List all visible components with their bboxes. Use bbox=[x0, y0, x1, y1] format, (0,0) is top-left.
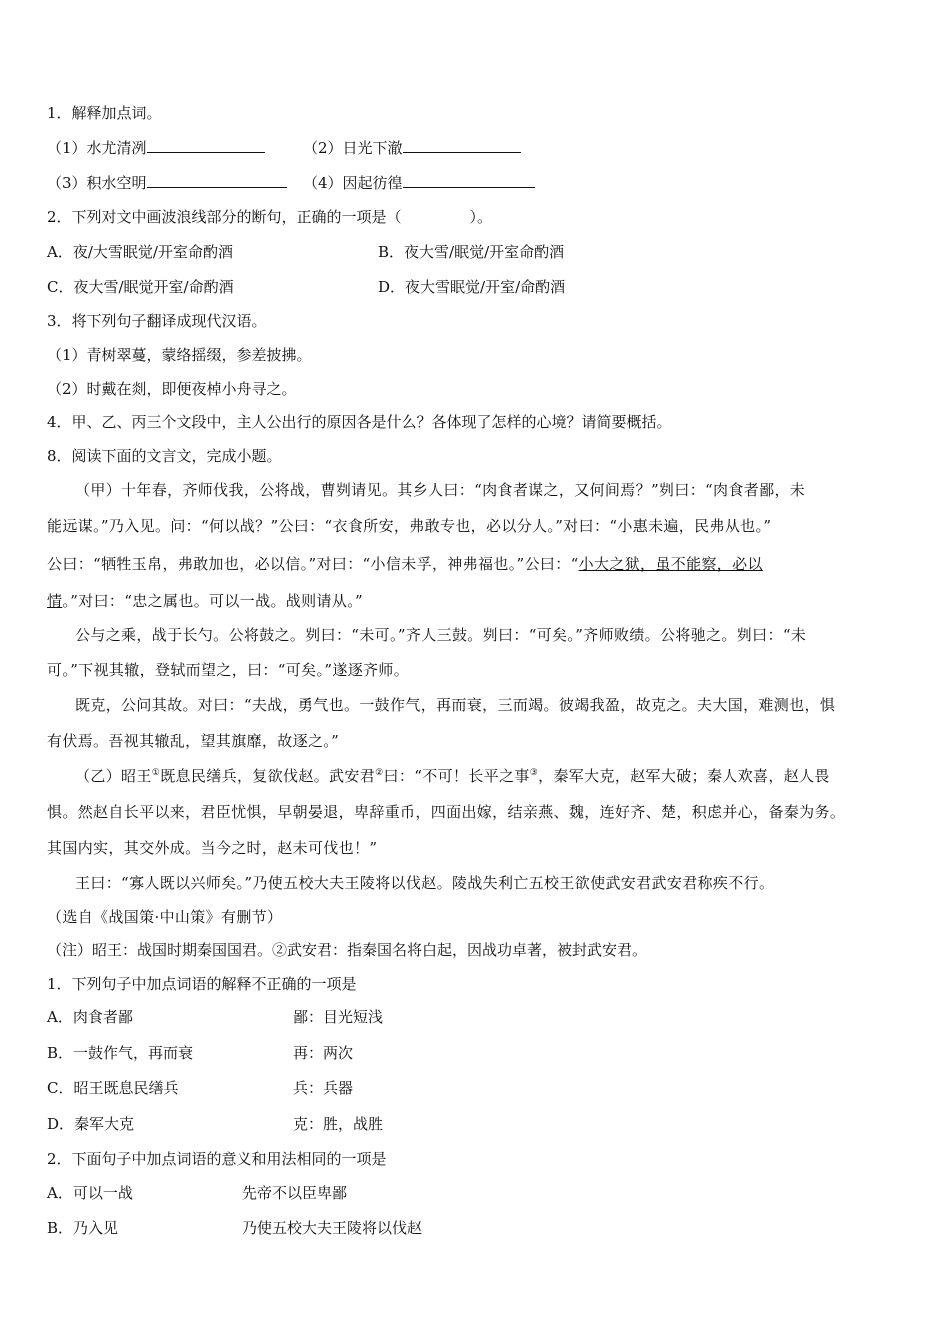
q3-sentence-2: （2）时戴在剡，即便夜棹小舟寻之。 bbox=[47, 380, 297, 398]
passage-jia-line: 既克，公问其故。对曰：“夫战，勇气也。一鼓作气，再而衰，三而竭。彼竭我盈，故克之。夫大国，难测也，惧 bbox=[75, 696, 836, 714]
answer-blank bbox=[403, 137, 521, 153]
q2-option-c: C．夜大雪/眠觉开室/命酌酒 bbox=[47, 278, 234, 296]
sub1-stem: 1．下列句子中加点词语的解释不正确的一项是 bbox=[47, 975, 357, 993]
q1-item-1-text: （1）水尤清冽 bbox=[47, 139, 147, 157]
q4-stem: 4．甲、乙、丙三个文段中，主人公出行的原因各是什么？各体现了怎样的心境？请简要概括。 bbox=[47, 413, 672, 431]
passage-text: （乙）昭王 bbox=[75, 767, 152, 785]
passage-jia-line: 有伏焉。吾视其辙乱，望其旗靡，故逐之。” bbox=[47, 732, 340, 750]
passage-jia-line bbox=[47, 591, 363, 611]
underlined-text: 小大之狱，虽不能察，必以 bbox=[578, 555, 763, 573]
sub1-option-explanation: 克：胜，战胜 bbox=[293, 1115, 384, 1133]
answer-blank bbox=[147, 172, 287, 188]
q1-item-2 bbox=[303, 137, 521, 158]
q2-option-a: A．夜/大雪眠觉/开室命酌酒 bbox=[47, 243, 233, 261]
q3-stem: 3．将下列句子翻译成现代汉语。 bbox=[47, 312, 267, 330]
q8-heading: 8．阅读下面的文言文，完成小题。 bbox=[47, 447, 282, 465]
sub2-option-label: A．可以一战 bbox=[47, 1184, 133, 1202]
sub2-option-explanation: 乃使五校大夫王陵将以伐赵 bbox=[242, 1219, 423, 1237]
q1-item-4 bbox=[303, 172, 535, 193]
passage-jia-line: （甲）十年春，齐师伐我，公将战，曹刿请见。其乡人曰：“肉食者谋之，又何间焉？”刿曰：“肉食者鄙，未 bbox=[75, 481, 806, 499]
q1-item-3-text: （3）积水空明 bbox=[47, 174, 147, 192]
q1-item-4-text: （4）因起彷徨 bbox=[303, 174, 403, 192]
sub1-option-label: C．昭王既息民缮兵 bbox=[47, 1079, 179, 1097]
sub1-option-explanation: 鄙：目光短浅 bbox=[293, 1008, 384, 1026]
q3-sentence-1: （1）青树翠蔓，蒙络摇缀，参差披拂。 bbox=[47, 346, 312, 364]
q2-option-b: B．夜大雪/眠觉/开室命酌酒 bbox=[378, 243, 565, 261]
passage-text: 。”对曰：“忠之属也。可以一战。战则请从。” bbox=[62, 592, 364, 610]
sub2-stem: 2．下面句子中加点词语的意义和用法相同的一项是 bbox=[47, 1150, 387, 1168]
q1-item-3 bbox=[47, 172, 287, 193]
q1-item-2-text: （2）日光下澈 bbox=[303, 139, 403, 157]
passage-jia-line: 能远谋。”乃入见。问：“何以战？”公曰：“衣食所安，弗敢专也，必以分人。”对曰：“小惠未遍，民弗从也。” bbox=[47, 517, 772, 535]
q1-stem: 1．解释加点词。 bbox=[47, 104, 162, 122]
sub1-option-label: D．秦军大克 bbox=[47, 1115, 135, 1133]
footnote-marker: ② bbox=[375, 768, 384, 778]
answer-blank bbox=[403, 172, 535, 188]
passage-note: （注）昭王：战国时期秦国国君。②武安君：指秦国名将白起，因战功卓著，被封武安君。 bbox=[47, 941, 648, 959]
sub2-option-explanation: 先帝不以臣卑鄙 bbox=[242, 1184, 348, 1202]
footnote-marker: ① bbox=[151, 768, 161, 778]
q2-option-d: D．夜大雪眠觉/开室/命酌酒 bbox=[378, 278, 566, 296]
footnote-marker: ③ bbox=[529, 768, 539, 778]
sub1-option-label: A．肉食者鄙 bbox=[47, 1008, 133, 1026]
sub2-option-label: B．乃入见 bbox=[47, 1219, 119, 1237]
answer-blank bbox=[147, 137, 265, 153]
q2-stem-text: 2．下列对文中画波浪线部分的断句，正确的一项是（ bbox=[47, 208, 402, 226]
q2-stem-end: ）。 bbox=[469, 208, 493, 226]
passage-jia-line: 公与之乘，战于长勺。公将鼓之。刿曰：“未可。”齐人三鼓。刿曰：“可矣。”齐师败绩。公将驰之。刿曰：“未 bbox=[75, 626, 807, 644]
q1-item-1 bbox=[47, 137, 265, 158]
passage-text: 曰：“不可！长平之事 bbox=[383, 767, 530, 785]
passage-yi-line: 王曰：“寡人既以兴师矣。”乃使五校大夫王陵将以伐赵。陵战失利亡五校王欲使武安君武安君称疾不行。 bbox=[75, 874, 775, 892]
passage-source: （选自《战国策·中山策》有删节） bbox=[47, 908, 283, 926]
passage-jia-line: 可。”下视其辙，登轼而望之，曰：“可矣。”遂逐齐师。 bbox=[47, 661, 410, 679]
passage-text: ，秦军大克，赵军大破；秦人欢喜，赵人畏 bbox=[538, 767, 830, 785]
q2-stem bbox=[47, 207, 492, 227]
passage-yi-line: 惧。然赵自长平以来，君臣忧惧，早朝晏退，卑辞重币，四面出嫁，结亲燕、魏，连好齐、楚，积虑并心，备秦为务。 bbox=[47, 803, 846, 821]
passage-text: 既息民缮兵，复欲伐赵。武安君 bbox=[160, 767, 376, 785]
passage-yi-line bbox=[75, 766, 830, 786]
sub1-option-explanation: 再：两次 bbox=[293, 1044, 354, 1062]
passage-text: 公曰：“牺牲玉帛，弗敢加也，必以信。”对曰：“小信未孚，神弗福也。”公曰：“ bbox=[47, 555, 579, 573]
underlined-text: 情 bbox=[47, 592, 63, 610]
passage-jia-line bbox=[47, 554, 763, 574]
sub1-option-label: B．一鼓作气，再而衰 bbox=[47, 1044, 194, 1062]
sub1-option-explanation: 兵：兵器 bbox=[293, 1079, 354, 1097]
passage-yi-line: 其国内实，其交外成。当今之时，赵未可伐也！” bbox=[47, 839, 378, 857]
